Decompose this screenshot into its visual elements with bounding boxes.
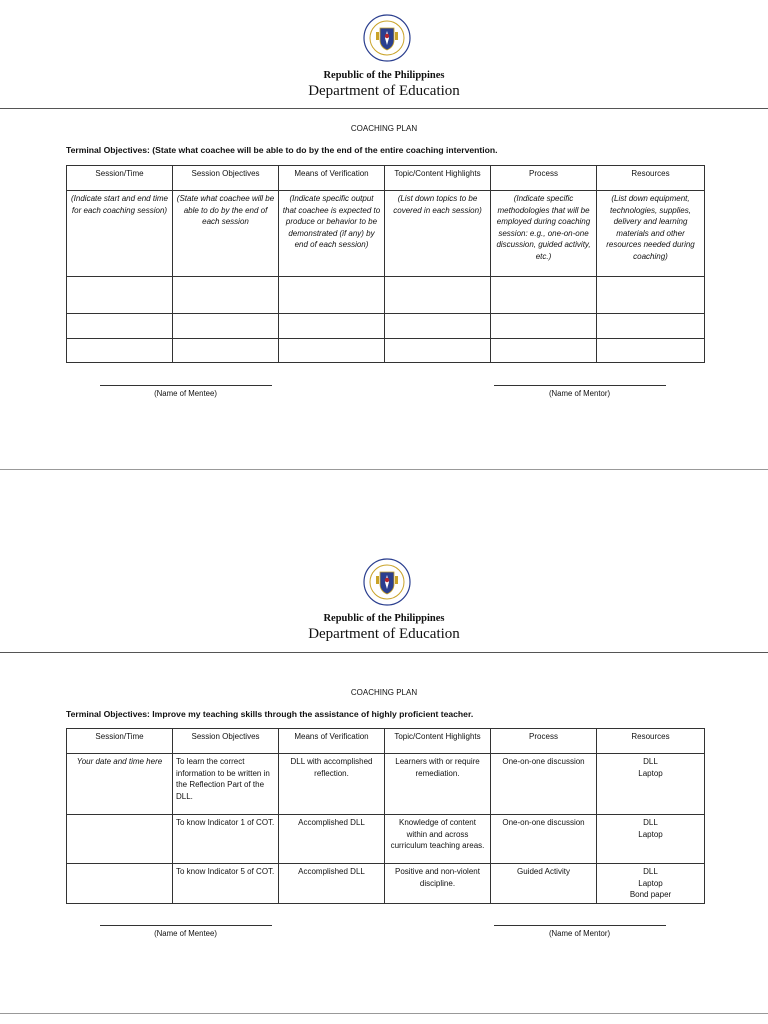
col-header-topic-content: Topic/Content Highlights <box>385 729 491 754</box>
mentor-label: (Name of Mentor) <box>548 389 611 398</box>
col-header-session-time: Session/Time <box>67 166 173 191</box>
empty-cell[interactable] <box>67 314 173 339</box>
table-row <box>67 277 705 314</box>
empty-cell[interactable] <box>173 277 279 314</box>
cell-process[interactable]: One-on-one discussion <box>491 815 597 864</box>
guide-cell-resources: (List down equipment, technologies, supplies, delivery and learning materials and other resources needed during coaching) <box>597 191 705 277</box>
empty-cell[interactable] <box>385 339 491 363</box>
resource-item: DLL <box>643 818 658 827</box>
empty-cell[interactable] <box>385 277 491 314</box>
cell-session-objective[interactable]: To learn the correct information to be written in the Reflection Part of the DLL. <box>173 754 279 815</box>
plan-title: COACHING PLAN <box>350 124 418 133</box>
deped-seal-logo <box>363 14 411 62</box>
cell-session-time[interactable] <box>67 864 173 904</box>
table-header-row <box>67 729 705 754</box>
table-row <box>67 864 705 904</box>
cell-session-time[interactable] <box>67 815 173 864</box>
mentee-signature-block <box>98 925 273 938</box>
cell-session-objective[interactable]: To know Indicator 5 of COT. <box>173 864 279 904</box>
header-rule-right <box>395 108 768 109</box>
guide-cell-process: (Indicate specific methodologies that will be employed during coaching session: e.g., one-on-one discussion, guided activity, etc.) <box>491 191 597 277</box>
cell-session-objective[interactable]: To know Indicator 1 of COT. <box>173 815 279 864</box>
cell-resources[interactable] <box>597 864 705 904</box>
cell-resources[interactable] <box>597 815 705 864</box>
cell-session-time[interactable]: Your date and time here <box>67 754 173 815</box>
mentor-label: (Name of Mentor) <box>548 929 611 938</box>
cell-process[interactable]: Guided Activity <box>491 864 597 904</box>
resource-item: DLL <box>643 757 658 766</box>
mentee-signature-block <box>98 385 273 398</box>
empty-cell[interactable] <box>173 314 279 339</box>
coaching-plan-table-filled <box>66 728 705 904</box>
cell-topic[interactable]: Learners with or require remediation. <box>385 754 491 815</box>
cell-topic[interactable]: Positive and non-violent discipline. <box>385 864 491 904</box>
col-header-means-of-verification: Means of Verification <box>279 166 385 191</box>
col-header-resources: Resources <box>597 729 705 754</box>
table-row <box>67 815 705 864</box>
cell-resources[interactable] <box>597 754 705 815</box>
header-rule-left <box>0 108 395 109</box>
department-heading: Department of Education <box>308 626 460 642</box>
col-header-session-objectives: Session Objectives <box>173 166 279 191</box>
cell-topic[interactable]: Knowledge of content within and across curriculum teaching areas. <box>385 815 491 864</box>
col-header-process: Process <box>491 166 597 191</box>
empty-cell[interactable] <box>279 314 385 339</box>
col-header-session-time: Session/Time <box>67 729 173 754</box>
resource-item: Laptop <box>638 768 663 778</box>
guide-cell-session-objectives: (State what coachee will be able to do by the end of each session <box>173 191 279 277</box>
col-header-topic-content: Topic/Content Highlights <box>385 166 491 191</box>
cell-verification[interactable]: DLL with accomplished reflection. <box>279 754 385 815</box>
header-rule-right <box>395 652 768 653</box>
mentor-signature-block <box>492 385 667 398</box>
cell-verification[interactable]: Accomplished DLL <box>279 815 385 864</box>
empty-cell[interactable] <box>67 339 173 363</box>
coaching-plan-table-template <box>66 165 705 363</box>
objectives-value: (State what coachee will be able to do by the end of the entire coaching intervention. <box>152 145 498 155</box>
header-rule-left <box>0 652 395 653</box>
empty-cell[interactable] <box>279 339 385 363</box>
republic-heading: Republic of the Philippines <box>323 70 445 81</box>
coaching-plan-filled-page <box>0 540 768 1024</box>
guide-cell-session-time: (Indicate start and end time for each coaching session) <box>67 191 173 277</box>
objectives-label: Terminal Objectives: <box>66 145 150 155</box>
empty-cell[interactable] <box>491 339 597 363</box>
department-heading: Department of Education <box>308 83 460 99</box>
republic-heading: Republic of the Philippines <box>323 613 445 624</box>
objectives-label: Terminal Objectives: <box>66 709 150 719</box>
col-header-resources: Resources <box>597 166 705 191</box>
table-row <box>67 754 705 815</box>
empty-cell[interactable] <box>491 314 597 339</box>
empty-cell[interactable] <box>491 277 597 314</box>
col-header-means-of-verification: Means of Verification <box>279 729 385 754</box>
table-row <box>67 314 705 339</box>
resource-item: DLL <box>643 867 658 876</box>
mentee-signature-line[interactable] <box>100 925 272 926</box>
table-row <box>67 339 705 363</box>
resource-item: Laptop <box>638 829 663 839</box>
plan-title: COACHING PLAN <box>350 688 418 697</box>
cell-process[interactable]: One-on-one discussion <box>491 754 597 815</box>
empty-cell[interactable] <box>173 339 279 363</box>
page-separator <box>0 1013 768 1014</box>
resource-item: Bond paper <box>629 890 672 900</box>
col-header-process: Process <box>491 729 597 754</box>
empty-cell[interactable] <box>385 314 491 339</box>
resource-item: Laptop <box>638 878 663 888</box>
mentor-signature-block <box>492 925 667 938</box>
deped-seal-logo <box>363 558 411 606</box>
empty-cell[interactable] <box>597 339 705 363</box>
objectives-value: Improve my teaching skills through the assistance of highly proficient teacher. <box>152 709 474 719</box>
empty-cell[interactable] <box>67 277 173 314</box>
terminal-objectives <box>66 709 706 719</box>
mentor-signature-line[interactable] <box>494 385 666 386</box>
guide-cell-topic-content: (List down topics to be covered in each session) <box>385 191 491 277</box>
page-separator <box>0 469 768 470</box>
empty-cell[interactable] <box>279 277 385 314</box>
table-row <box>67 191 705 277</box>
terminal-objectives <box>66 145 706 155</box>
cell-verification[interactable]: Accomplished DLL <box>279 864 385 904</box>
mentee-signature-line[interactable] <box>100 385 272 386</box>
mentor-signature-line[interactable] <box>494 925 666 926</box>
col-header-session-objectives: Session Objectives <box>173 729 279 754</box>
coaching-plan-template-page <box>0 0 768 470</box>
empty-cell[interactable] <box>597 277 705 314</box>
table-header-row <box>67 166 705 191</box>
mentee-label: (Name of Mentee) <box>154 929 217 938</box>
empty-cell[interactable] <box>597 314 705 339</box>
mentee-label: (Name of Mentee) <box>154 389 217 398</box>
guide-cell-means-of-verification: (Indicate specific output that coachee is expected to produce or behavior to be demonstrated (if any) by end of each session) <box>279 191 385 277</box>
